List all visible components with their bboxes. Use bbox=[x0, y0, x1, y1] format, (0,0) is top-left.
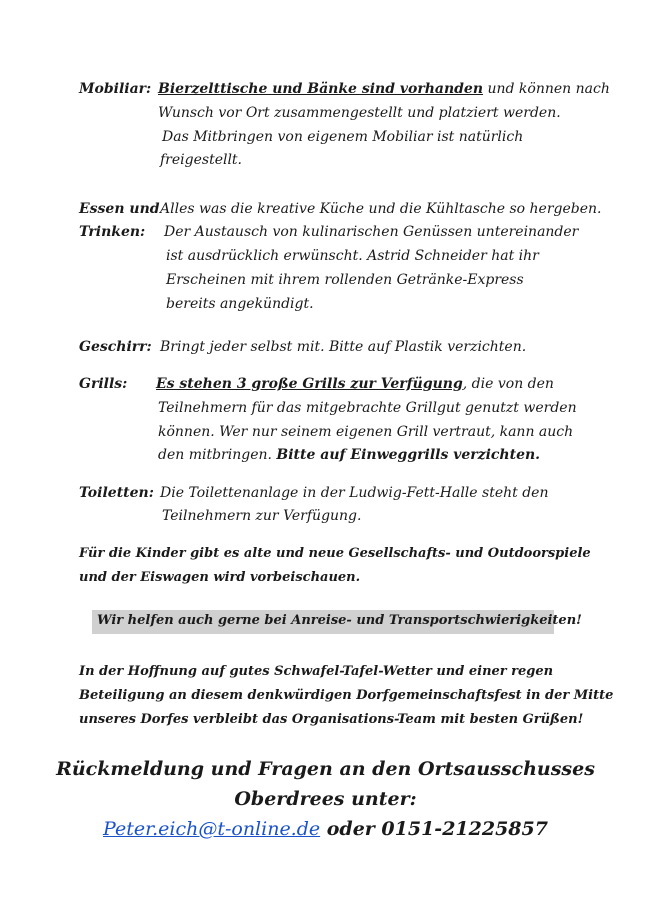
grills-line-4-bold: Bitte auf Einweggrills verzichten. bbox=[276, 447, 541, 463]
toiletten-line-1: Die Toilettenanlage in der Ludwig-Fett-Halle steht den bbox=[160, 485, 549, 501]
essen-line-4: Erscheinen mit ihrem rollenden Getränke-Express bbox=[166, 272, 524, 288]
grills-rest: , die von den bbox=[462, 376, 554, 392]
hoffnung-line-2: Beteiligung an diesem denkwürdigen Dorfgemeinschaftsfest in der Mitte bbox=[79, 688, 614, 703]
grills-line-4 bbox=[158, 446, 540, 464]
mobiliar-line-3: Das Mitbringen von eigenem Mobiliar ist natürlich bbox=[162, 129, 524, 145]
grills-bold: Es stehen 3 große Grills zur Verfügung bbox=[156, 376, 463, 392]
mobiliar-bold: Bierzelttische und Bänke sind vorhanden bbox=[158, 81, 484, 97]
grills-line-1 bbox=[156, 375, 554, 393]
label-mobiliar: Mobiliar: bbox=[79, 81, 152, 97]
label-essen: Essen und bbox=[79, 201, 160, 217]
essen-line-1: Alles was die kreative Küche und die Kühltasche so hergeben. bbox=[160, 201, 602, 217]
toiletten-line-2: Teilnehmern zur Verfügung. bbox=[162, 508, 362, 524]
label-toiletten: Toiletten: bbox=[79, 485, 154, 501]
kinder-line-2: und der Eiswagen wird vorbeischauen. bbox=[79, 570, 361, 585]
mobiliar-line-4: freigestellt. bbox=[160, 152, 243, 168]
label-grills: Grills: bbox=[79, 376, 128, 392]
mobiliar-line-1 bbox=[158, 80, 610, 98]
hilfe-text: Wir helfen auch gerne bei Anreise- und Transportschwierigkeiten! bbox=[97, 613, 582, 628]
label-trinken: Trinken: bbox=[79, 224, 146, 240]
label-geschirr: Geschirr: bbox=[79, 339, 152, 355]
footer-line-1: Rückmeldung und Fragen an den Ortsausschusses bbox=[56, 758, 595, 780]
grills-line-2: Teilnehmern für das mitgebrachte Grillgut genutzt werden bbox=[158, 400, 577, 416]
grills-line-4-start: den mitbringen. bbox=[158, 447, 277, 463]
footer-contact bbox=[0, 818, 651, 840]
mobiliar-line-2: Wunsch vor Ort zusammengestellt und platziert werden. bbox=[158, 105, 561, 121]
grills-line-3: können. Wer nur seinem eigenen Grill vertraut, kann auch bbox=[158, 424, 574, 440]
geschirr-line-1: Bringt jeder selbst mit. Bitte auf Plastik verzichten. bbox=[160, 339, 527, 355]
essen-line-5: bereits angekündigt. bbox=[166, 296, 314, 312]
hoffnung-line-1: In der Hoffnung auf gutes Schwafel-Tafel-Wetter und einer regen bbox=[79, 664, 554, 679]
mobiliar-rest: und können nach bbox=[483, 81, 610, 97]
essen-line-2: Der Austausch von kulinarischen Genüssen untereinander bbox=[164, 224, 579, 240]
footer-phone: oder 0151-21225857 bbox=[320, 818, 548, 840]
footer-line-2: Oberdrees unter: bbox=[234, 788, 417, 810]
hoffnung-line-3: unseres Dorfes verbleibt das Organisations-Team mit besten Grüßen! bbox=[79, 712, 584, 727]
kinder-line-1: Für die Kinder gibt es alte und neue Gesellschafts- und Outdoorspiele bbox=[79, 546, 591, 561]
email-link[interactable]: Peter.eich@t-online.de bbox=[103, 818, 321, 840]
essen-line-3: ist ausdrücklich erwünscht. Astrid Schneider hat ihr bbox=[166, 248, 539, 264]
